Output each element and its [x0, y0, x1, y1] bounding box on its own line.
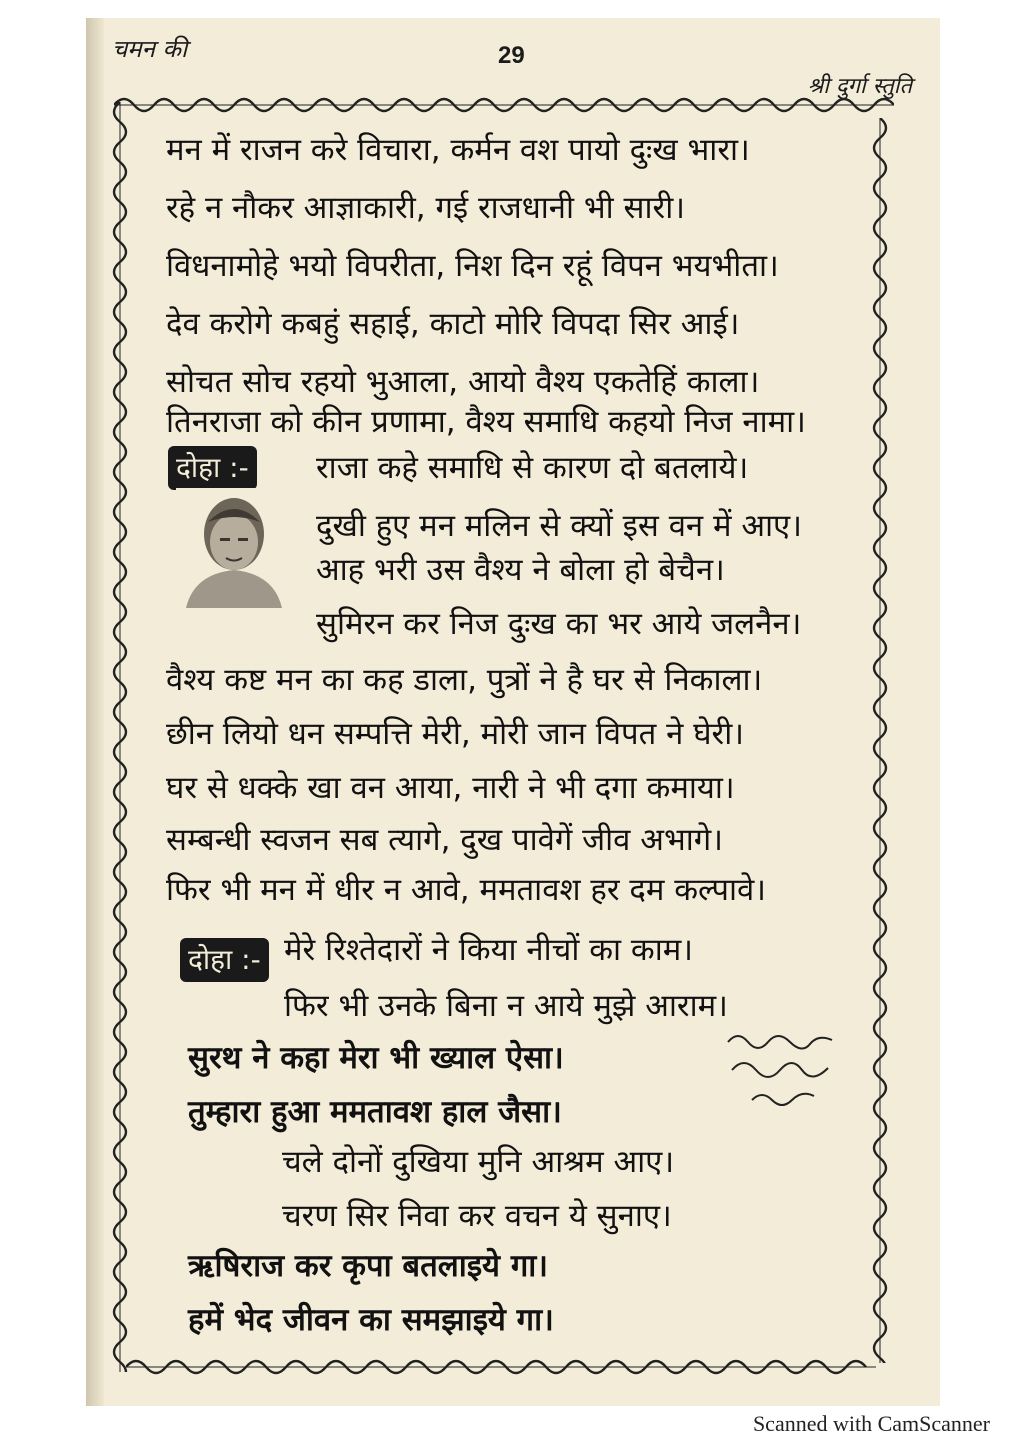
doha-line: सुमिरन कर निज दुःख का भर आये जलनैन।	[316, 606, 802, 642]
header-right-title: श्री दुर्गा स्तुति	[807, 74, 912, 99]
book-page	[86, 18, 940, 1406]
header-left-title: चमन की	[112, 35, 188, 63]
verse-line: चले दोनों दुखिया मुनि आश्रम आए।	[282, 1144, 675, 1180]
verse-line: हमें भेद जीवन का समझाइये गा।	[188, 1302, 554, 1338]
doha-label: दोहा :-	[180, 938, 269, 982]
page-spine-shadow	[86, 18, 104, 1406]
verse-line: सम्बन्धी स्वजन सब त्यागे, दुख पावेगें जीव अभागे।	[166, 822, 723, 858]
verse-line: चरण सिर निवा कर वचन ये सुनाए।	[282, 1198, 672, 1234]
ornamental-border-bottom	[126, 1356, 876, 1378]
doha-line: दुखी हुए मन मलिन से क्यों इस वन में आए।	[316, 508, 802, 544]
verse-line: फिर भी मन में धीर न आवे, ममतावश हर दम कल्पावे।	[166, 872, 766, 908]
ornamental-border-top	[114, 94, 894, 116]
verse-line: वैश्य कष्ट मन का कह डाला, पुत्रों ने है घर से निकाला।	[166, 662, 763, 698]
verse-line: सुरथ ने कहा मेरा भी ख्याल ऐसा।	[188, 1040, 564, 1076]
scanner-watermark: Scanned with CamScanner	[752, 1411, 990, 1436]
verse-line: सोचत सोच रहयो भुआला, आयो वैश्य एकतेहिं काला।	[166, 364, 760, 400]
verse-line: ऋषिराज कर कृपा बतलाइये गा।	[188, 1248, 549, 1284]
ornamental-border-right	[868, 118, 892, 1363]
verse-line: रहे न नौकर आज्ञाकारी, गई राजधानी भी सारी।	[166, 190, 685, 226]
verse-line: विधनामोहे भयो विपरीता, निश दिन रहूं विपन भयभीता।	[166, 248, 779, 284]
page-number: 29	[498, 42, 525, 69]
verse-line: तिनराजा को कीन प्रणामा, वैश्य समाधि कहयो निज नामा।	[166, 404, 806, 440]
doha-label: दोहा :-	[168, 446, 257, 490]
author-portrait	[176, 488, 292, 608]
doha-line: फिर भी उनके बिना न आये मुझे आराम।	[284, 988, 728, 1024]
doha-line: मेरे रिश्तेदारों ने किया नीचों का काम।	[284, 932, 694, 968]
verse-line: तुम्हारा हुआ ममतावश हाल जैसा।	[188, 1094, 562, 1130]
handwritten-signature	[722, 1022, 862, 1112]
ornamental-border-left	[108, 102, 132, 1372]
verse-line: छीन लियो धन सम्पत्ति मेरी, मोरी जान विपत ने घेरी।	[166, 716, 745, 752]
doha-line: आह भरी उस वैश्य ने बोला हो बेचैन।	[316, 552, 725, 588]
verse-line: देव करोगे कबहुं सहाई, काटो मोरि विपदा सिर आई।	[166, 306, 740, 342]
verse-line: मन में राजन करे विचारा, कर्मन वश पायो दुःख भारा।	[166, 132, 750, 168]
verse-line: घर से धक्के खा वन आया, नारी ने भी दगा कमाया।	[166, 770, 735, 806]
doha-line: राजा कहे समाधि से कारण दो बतलाये।	[316, 450, 749, 486]
